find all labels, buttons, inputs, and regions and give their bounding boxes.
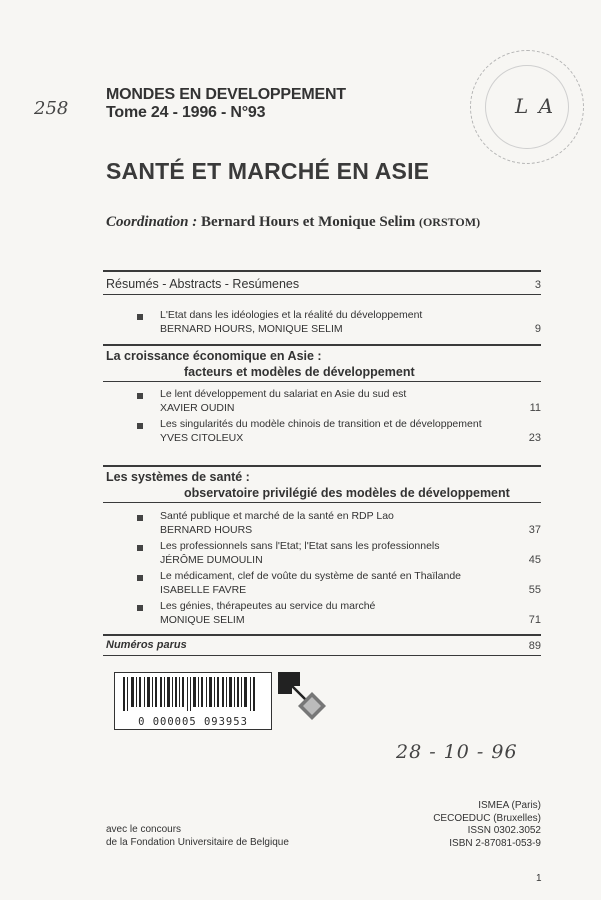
issue-title: SANTÉ ET MARCHÉ EN ASIE bbox=[106, 158, 430, 184]
section-title: Les systèmes de santé : bbox=[106, 470, 250, 484]
divider bbox=[103, 344, 541, 346]
barcode-bars-icon bbox=[115, 673, 271, 713]
bullet-icon bbox=[137, 545, 143, 551]
entry-page: 37 bbox=[528, 524, 541, 536]
toc-entry bbox=[160, 309, 422, 336]
journal-issue: Tome 24 - 1996 - N°93 bbox=[106, 104, 266, 121]
entry-title: Les génies, thérapeutes au service du marché bbox=[160, 600, 376, 612]
coordination-label: Coordination : bbox=[106, 214, 198, 230]
publisher-line: ISMEA (Paris) bbox=[478, 800, 541, 811]
entry-author: MONIQUE SELIM bbox=[160, 613, 245, 626]
entry-title: Les singularités du modèle chinois de transition et de développement bbox=[160, 418, 482, 430]
publisher-logo bbox=[278, 672, 330, 724]
barcode-digits: 0 000005 093953 bbox=[138, 716, 248, 728]
toc-entry bbox=[160, 600, 375, 627]
publisher-info bbox=[433, 800, 541, 850]
entry-author: BERNARD HOURS bbox=[160, 523, 253, 536]
bullet-icon bbox=[137, 515, 143, 521]
issn: ISSN 0302.3052 bbox=[467, 825, 541, 836]
abstracts-label: Résumés - Abstracts - Resúmenes bbox=[106, 277, 300, 291]
entry-page: 55 bbox=[528, 584, 541, 596]
entry-page: 71 bbox=[528, 614, 541, 626]
section-title: La croissance économique en Asie : bbox=[106, 349, 322, 363]
entry-author: XAVIER OUDIN bbox=[160, 401, 235, 414]
toc-entry bbox=[160, 418, 482, 445]
divider bbox=[103, 381, 541, 382]
page-number: 1 bbox=[536, 873, 542, 884]
bullet-icon bbox=[137, 393, 143, 399]
entry-author: BERNARD HOURS, MONIQUE SELIM bbox=[160, 322, 343, 335]
entry-author: YVES CITOLEUX bbox=[160, 431, 244, 444]
abstracts-page: 3 bbox=[534, 279, 541, 291]
numeros-label: Numéros parus bbox=[106, 639, 187, 651]
coordination-org: (ORSTOM) bbox=[418, 215, 481, 229]
handwritten-initials: L A bbox=[515, 94, 556, 118]
entry-title: Le médicament, clef de voûte du système de santé en Thaïlande bbox=[160, 570, 461, 582]
handwritten-date: 28 - 10 - 96 bbox=[396, 741, 518, 763]
support-line: avec le concours bbox=[106, 824, 182, 835]
entry-page: 9 bbox=[534, 323, 541, 335]
entry-title: Les professionnels sans l'Etat; l'Etat sans les professionnels bbox=[160, 540, 440, 552]
journal-name: MONDES EN DEVELOPPEMENT bbox=[106, 86, 346, 103]
bullet-icon bbox=[137, 423, 143, 429]
section-subtitle: facteurs et modèles de développement bbox=[184, 365, 415, 379]
divider bbox=[103, 634, 541, 636]
coordination-names: Bernard Hours et Monique Selim bbox=[201, 214, 416, 230]
support-line: de la Fondation Universitaire de Belgique bbox=[106, 836, 289, 848]
entry-title: Santé publique et marché de la santé en RDP Lao bbox=[160, 510, 394, 522]
barcode bbox=[114, 672, 272, 730]
publisher-line: CECOEDUC (Bruxelles) bbox=[433, 812, 541, 824]
toc-entry bbox=[160, 540, 440, 567]
toc-entry bbox=[160, 510, 394, 537]
coordination-line bbox=[106, 214, 480, 231]
section-subtitle: observatoire privilégié des modèles de développement bbox=[184, 486, 510, 500]
entry-author: ISABELLE FAVRE bbox=[160, 583, 247, 596]
logo-icon bbox=[278, 672, 330, 724]
entry-page: 11 bbox=[529, 402, 541, 414]
bullet-icon bbox=[137, 575, 143, 581]
isbn: ISBN 2-87081-053-9 bbox=[449, 837, 541, 849]
divider bbox=[103, 294, 541, 295]
entry-title: L'Etat dans les idéologies et la réalité du développement bbox=[160, 309, 423, 321]
divider bbox=[103, 502, 541, 503]
entry-page: 23 bbox=[528, 432, 541, 444]
divider bbox=[103, 465, 541, 467]
handwritten-number: 258 bbox=[34, 98, 69, 119]
journal-header bbox=[106, 86, 346, 122]
toc-entry bbox=[160, 388, 406, 415]
entry-title: Le lent développement du salariat en Asie du sud est bbox=[160, 388, 407, 400]
divider bbox=[103, 655, 541, 656]
entry-author: JÉRÔME DUMOULIN bbox=[160, 553, 263, 566]
divider bbox=[103, 270, 541, 272]
support-note bbox=[106, 824, 289, 849]
numeros-page: 89 bbox=[528, 640, 541, 652]
entry-page: 45 bbox=[528, 554, 541, 566]
bullet-icon bbox=[137, 605, 143, 611]
toc-entry bbox=[160, 570, 461, 597]
bullet-icon bbox=[137, 314, 143, 320]
